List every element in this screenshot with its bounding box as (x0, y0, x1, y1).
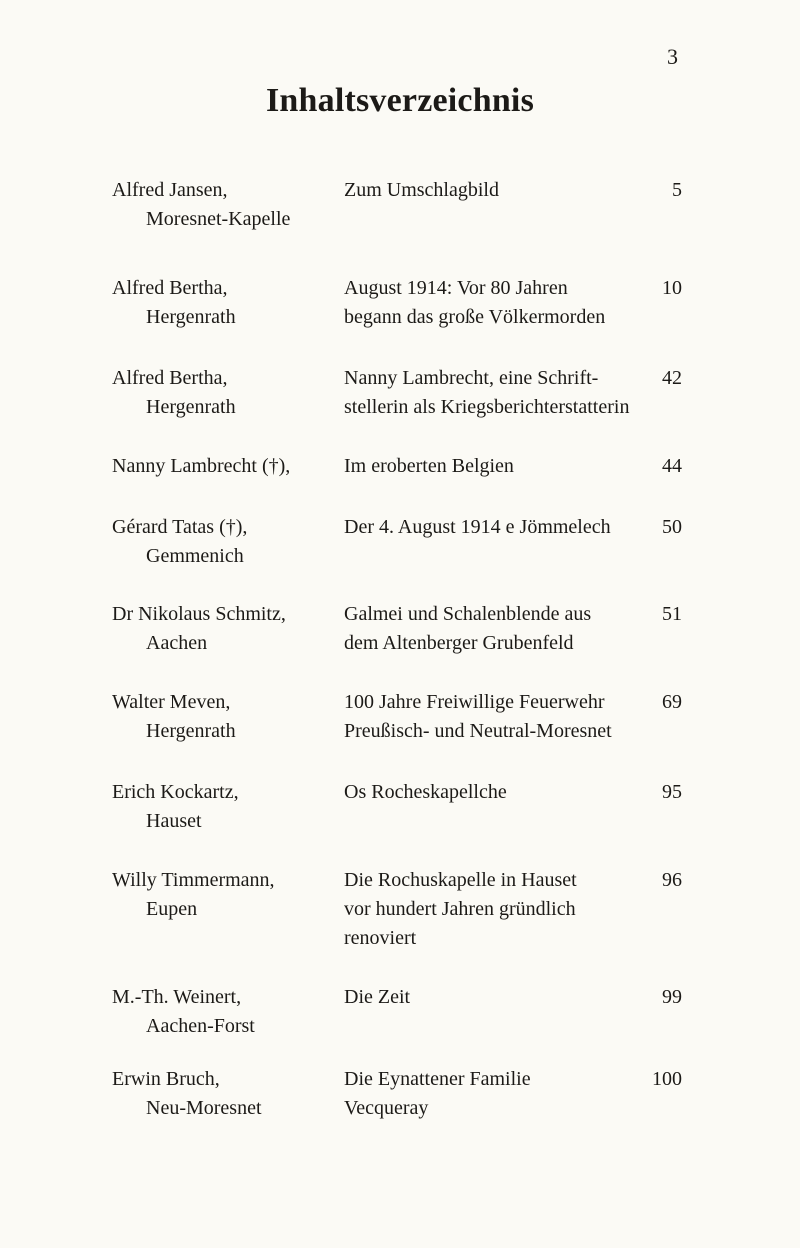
article-title (344, 452, 644, 481)
article-title-line: Os Rocheskapellche (344, 781, 507, 803)
page-reference: 96 (662, 869, 682, 891)
page-reference: 99 (662, 986, 682, 1008)
article-title-line: stellerin als Kriegsberichterstatterin (344, 396, 630, 418)
author-name: Gérard Tatas (†), (112, 516, 248, 538)
page-reference: 100 (652, 1068, 682, 1090)
author-place: Moresnet-Kapelle (146, 208, 291, 230)
page-number: 3 (667, 44, 678, 69)
article-title-line: Die Zeit (344, 986, 411, 1008)
article-title (344, 866, 644, 953)
author-name: Alfred Bertha, (112, 367, 228, 389)
author-place: Neu-Moresnet (146, 1097, 262, 1119)
author-name: Erich Kockartz, (112, 781, 239, 803)
article-title (344, 600, 644, 658)
author-name: Alfred Jansen, (112, 179, 228, 201)
author-name: Nanny Lambrecht (†), (112, 455, 291, 477)
author-place: Aachen-Forst (146, 1015, 255, 1037)
article-title-line: vor hundert Jahren gründlich (344, 898, 576, 920)
page-reference: 44 (662, 455, 682, 477)
author-place: Gemmenich (146, 545, 244, 567)
author-place: Eupen (146, 898, 198, 920)
article-title-line: Zum Umschlagbild (344, 179, 499, 201)
author-name: M.-Th. Weinert, (112, 986, 242, 1008)
article-title (344, 983, 644, 1012)
author-place: Hauset (146, 810, 202, 832)
page-reference: 5 (672, 179, 682, 201)
page-reference: 10 (662, 277, 682, 299)
author-place: Hergenrath (146, 720, 236, 742)
article-title-line: Nanny Lambrecht, eine Schrift- (344, 367, 599, 389)
page-reference: 95 (662, 781, 682, 803)
article-title-line: Der 4. August 1914 e Jömmelech (344, 516, 611, 538)
article-title-line: begann das große Völkermorden (344, 306, 606, 328)
page-reference: 51 (662, 603, 682, 625)
author-place: Hergenrath (146, 306, 236, 328)
article-title-line: Die Rochuskapelle in Hauset (344, 869, 577, 891)
article-title-line: Vecqueray (344, 1097, 429, 1119)
article-title (344, 688, 644, 746)
article-title (344, 513, 644, 542)
author-name: Walter Meven, (112, 691, 231, 713)
page-reference: 69 (662, 691, 682, 713)
page-title: Inhaltsverzeichnis (265, 82, 535, 119)
article-title-line: Im eroberten Belgien (344, 455, 514, 477)
page-reference: 50 (662, 516, 682, 538)
author-place: Aachen (146, 632, 208, 654)
author-place: Hergenrath (146, 396, 236, 418)
article-title-line: Preußisch- und Neutral-Moresnet (344, 720, 612, 742)
article-title-line: August 1914: Vor 80 Jahren (344, 277, 568, 299)
article-title-line: 100 Jahre Freiwillige Feuerwehr (344, 691, 605, 713)
article-title (344, 1065, 644, 1123)
article-title-line: renoviert (344, 927, 417, 949)
article-title (344, 274, 644, 332)
article-title (344, 176, 644, 205)
article-title (344, 364, 644, 422)
article-title (344, 778, 644, 807)
author-name: Dr Nikolaus Schmitz, (112, 603, 286, 625)
author-name: Alfred Bertha, (112, 277, 228, 299)
author-name: Willy Timmermann, (112, 869, 275, 891)
article-title-line: Galmei und Schalenblende aus (344, 603, 592, 625)
author-name: Erwin Bruch, (112, 1068, 220, 1090)
page-reference: 42 (662, 367, 682, 389)
article-title-line: dem Altenberger Grubenfeld (344, 632, 574, 654)
article-title-line: Die Eynattener Familie (344, 1068, 531, 1090)
